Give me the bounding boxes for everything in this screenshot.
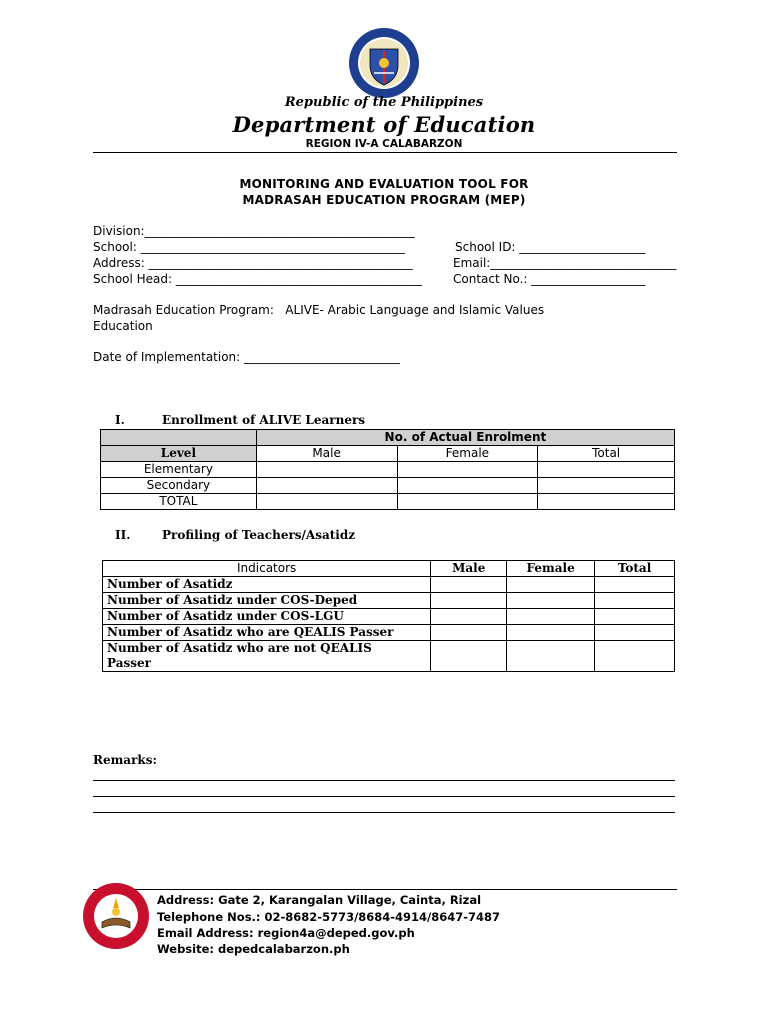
- teachers-table: [102, 560, 675, 672]
- table-cell: [256, 478, 397, 494]
- table-cell: [595, 625, 675, 641]
- column-header: Total: [538, 446, 675, 462]
- table-row: [103, 641, 675, 672]
- table-cell: [431, 609, 507, 625]
- column-header: Male: [431, 561, 507, 577]
- table-cell: [256, 494, 397, 510]
- enrolment-group-header: No. of Actual Enrolment: [256, 430, 674, 446]
- form-title-line2: MADRASAH EDUCATION PROGRAM (MEP): [242, 193, 526, 207]
- form-title-line1: MONITORING AND EVALUATION TOOL FOR: [239, 177, 529, 191]
- footer-address: Address: Gate 2, Karangalan Village, Cainta, Rizal: [157, 893, 482, 907]
- table-cell: [538, 478, 675, 494]
- table-cell: [507, 609, 595, 625]
- table-cell: [538, 494, 675, 510]
- enrollment-table: [100, 429, 675, 510]
- table-cell: [595, 593, 675, 609]
- table-cell: [538, 462, 675, 478]
- section2-numeral: II.: [115, 528, 131, 542]
- table-cell: [507, 577, 595, 593]
- row-label: [103, 641, 431, 672]
- footer-divider: [93, 889, 677, 890]
- table-cell: [507, 641, 595, 672]
- remarks-line: [93, 812, 675, 813]
- deped-seal-logo: [348, 27, 420, 99]
- row-label: TOTAL: [101, 494, 257, 510]
- table-row: [101, 462, 675, 478]
- row-label-line1: Number of Asatidz who are not QEALIS: [107, 641, 372, 655]
- table-cell: [595, 577, 675, 593]
- section1-title: Enrollment of ALIVE Learners: [162, 413, 366, 427]
- program-line: Madrasah Education Program: ALIVE- Arabic Language and Islamic Values: [93, 303, 545, 317]
- program-line-cont: Education: [93, 319, 153, 333]
- table-cell: [397, 494, 538, 510]
- footer-telephone: Telephone Nos.: 02-8682-5773/8684-4914/8647-7487: [157, 910, 501, 924]
- table-cell: [507, 593, 595, 609]
- table-cell: [256, 462, 397, 478]
- row-label: Elementary: [101, 462, 257, 478]
- section2-title: Profiling of Teachers/Asatidz: [162, 528, 356, 542]
- email-field: Email:_______________________________: [453, 256, 677, 270]
- row-label: Number of Asatidz who are QEALIS Passer: [103, 625, 431, 641]
- table-cell: [507, 625, 595, 641]
- table-row: [103, 593, 675, 609]
- column-header: Male: [256, 446, 397, 462]
- table-row: [103, 625, 675, 641]
- table-cell: [431, 641, 507, 672]
- school-head-field: School Head: _________________________________________: [93, 272, 422, 286]
- deped-region-logo: [82, 882, 150, 950]
- column-header: Female: [397, 446, 538, 462]
- school-field: School: ____________________________________________: [93, 240, 405, 254]
- column-header: Total: [595, 561, 675, 577]
- footer-email[interactable]: Email Address: region4a@deped.gov.ph: [157, 926, 415, 940]
- remarks-line: [93, 796, 675, 797]
- table-cell: [595, 641, 675, 672]
- level-header-top: [101, 430, 257, 446]
- column-header: Female: [507, 561, 595, 577]
- column-header: Indicators: [103, 561, 431, 577]
- date-field: Date of Implementation: __________________________: [93, 350, 401, 364]
- header-divider: [93, 152, 677, 153]
- table-cell: [431, 593, 507, 609]
- table-cell: [397, 478, 538, 494]
- table-cell: [595, 609, 675, 625]
- table-cell: [397, 462, 538, 478]
- table-row: [103, 609, 675, 625]
- remarks-label: Remarks:: [93, 753, 157, 767]
- row-label: Secondary: [101, 478, 257, 494]
- row-label: Number of Asatidz under COS-LGU: [103, 609, 431, 625]
- footer-website[interactable]: Website: depedcalabarzon.ph: [157, 942, 350, 956]
- contact-field: Contact No.: ___________________: [453, 272, 646, 286]
- republic-heading: Republic of the Philippines: [284, 95, 484, 110]
- table-row: [101, 478, 675, 494]
- table-cell: [431, 625, 507, 641]
- table-cell: [431, 577, 507, 593]
- remarks-line: [93, 780, 675, 781]
- address-field: Address: ____________________________________________: [93, 256, 413, 270]
- department-heading: Department of Education: [232, 112, 536, 137]
- region-heading: REGION IV-A CALABARZON: [305, 138, 463, 150]
- table-row: [103, 577, 675, 593]
- section1-numeral: I.: [115, 413, 125, 427]
- table-row: [101, 494, 675, 510]
- school-id-field: School ID: _____________________: [455, 240, 646, 254]
- level-header: Level: [101, 446, 257, 462]
- division-field: Division:_____________________________________________: [93, 224, 415, 238]
- row-label: Number of Asatidz under COS-Deped: [103, 593, 431, 609]
- row-label-line2: Passer: [107, 656, 151, 670]
- row-label: Number of Asatidz: [103, 577, 431, 593]
